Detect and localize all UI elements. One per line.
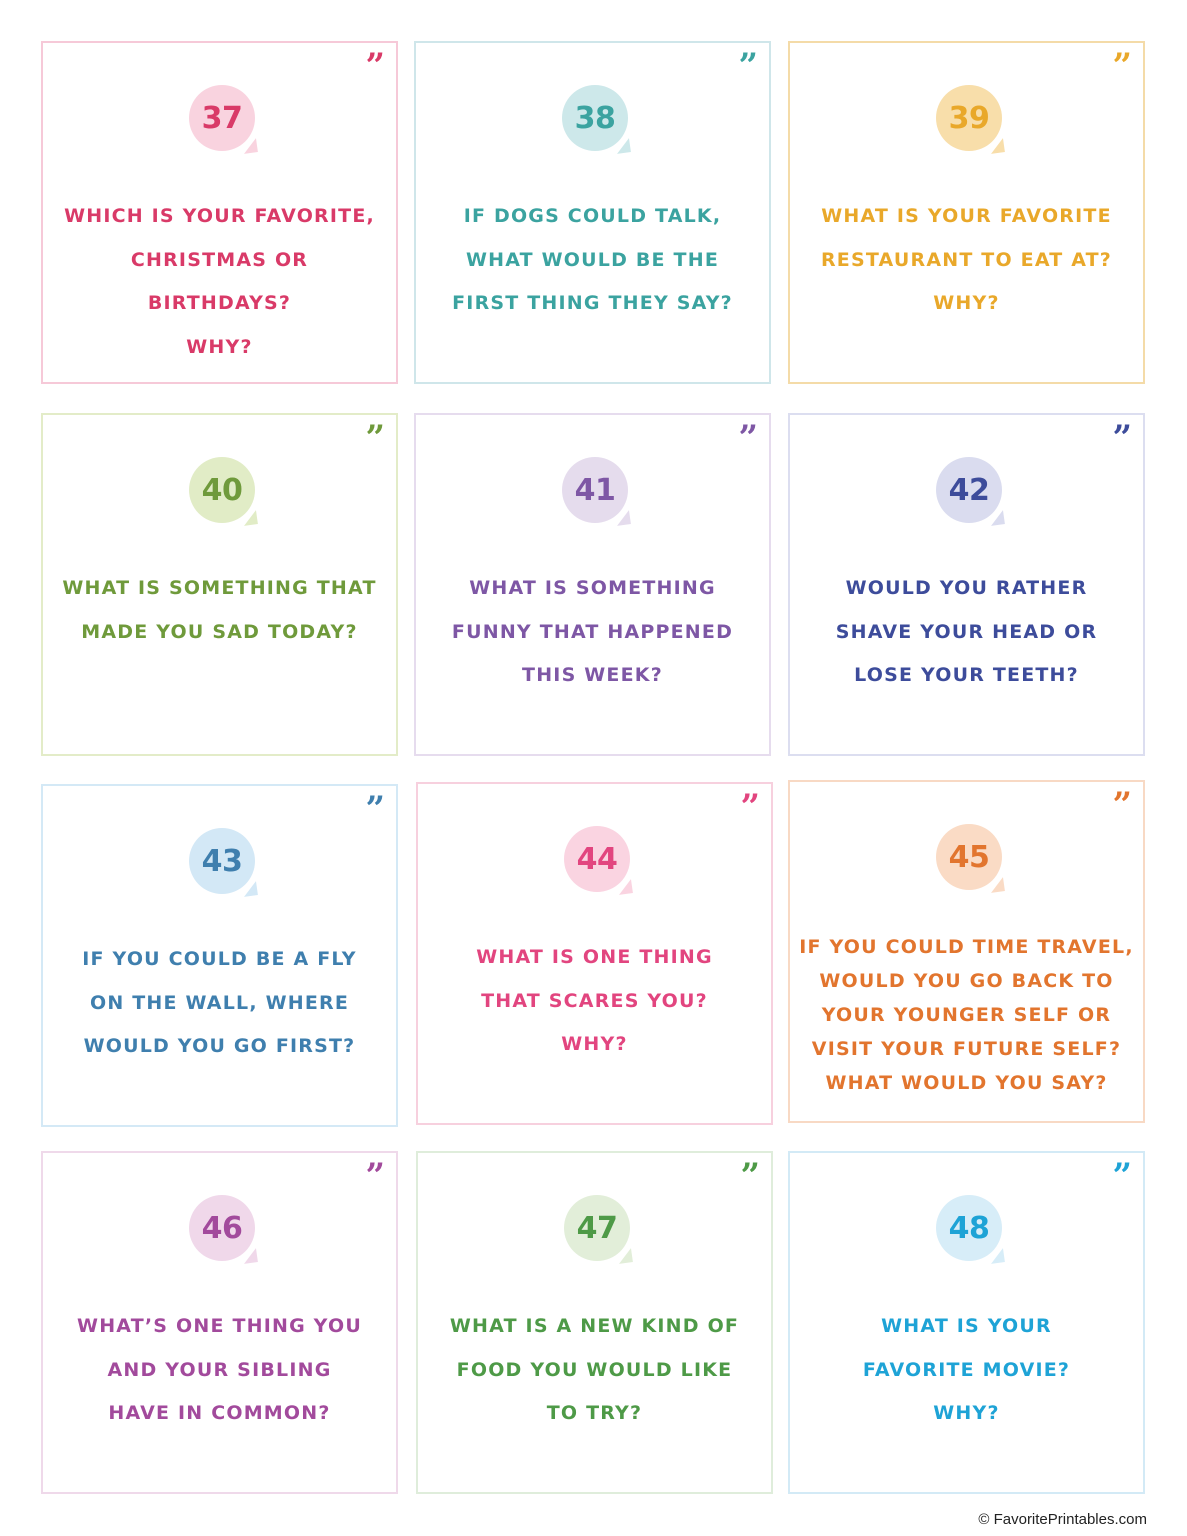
question-card-48 [788, 1151, 1145, 1494]
question-text [43, 1305, 396, 1436]
quote-mark-icon: ” [365, 46, 382, 86]
card-number: 43 [201, 843, 243, 879]
question-card-46 [41, 1151, 398, 1494]
question-line: ON THE WALL, WHERE [89, 991, 350, 1014]
question-line: IF YOU COULD TIME TRAVEL, [799, 936, 1134, 958]
question-card-38 [414, 41, 771, 384]
question-card-40 [41, 413, 398, 756]
question-card-45 [788, 780, 1145, 1123]
question-line: WHAT IS YOUR [881, 1315, 1052, 1337]
question-line: WHAT IS ONE THING [476, 946, 713, 968]
card-number: 38 [574, 100, 616, 136]
speech-bubble-icon [562, 85, 628, 151]
question-line: WOULD YOU RATHER [845, 577, 1088, 599]
question-line: WHY? [933, 292, 1000, 314]
speech-bubble-icon [564, 1195, 630, 1261]
question-line: CHRISTMAS OR [130, 248, 309, 271]
card-number: 42 [948, 472, 990, 508]
question-line: SHAVE YOUR HEAD OR [835, 620, 1098, 643]
question-line: FIRST THING THEY SAY? [452, 292, 733, 314]
speech-bubble-icon [564, 826, 630, 892]
quote-mark-icon: ” [365, 418, 382, 458]
question-card-43 [41, 784, 398, 1127]
quote-mark-icon: ” [1112, 1156, 1129, 1196]
question-line: WHAT IS SOMETHING THAT [62, 577, 377, 599]
question-line: WHY? [561, 1033, 628, 1055]
speech-bubble-icon [189, 85, 255, 151]
question-text [416, 195, 769, 326]
question-text [43, 195, 396, 369]
quote-mark-icon: ” [1112, 418, 1129, 458]
question-text [790, 930, 1143, 1100]
card-number: 39 [948, 100, 990, 136]
card-number: 45 [948, 839, 990, 875]
question-line: WHAT’S ONE THING YOU [77, 1315, 362, 1337]
question-line: AND YOUR SIBLING [107, 1358, 332, 1381]
card-number: 44 [576, 841, 618, 877]
question-line: WHAT IS SOMETHING [469, 577, 716, 599]
quote-mark-icon: ” [365, 789, 382, 829]
question-card-42 [788, 413, 1145, 756]
question-line: THAT SCARES YOU? [481, 989, 708, 1012]
question-line: WHAT WOULD BE THE [465, 248, 719, 271]
question-text [43, 567, 396, 654]
question-card-41 [414, 413, 771, 756]
speech-bubble-icon [936, 457, 1002, 523]
question-line: RESTAURANT TO EAT AT? [820, 248, 1113, 271]
card-number: 40 [201, 472, 243, 508]
question-text [790, 1305, 1143, 1436]
question-line: THIS WEEK? [522, 664, 663, 686]
question-text [416, 567, 769, 698]
card-number: 47 [576, 1210, 618, 1246]
speech-bubble-icon [936, 85, 1002, 151]
question-line: WHY? [186, 335, 253, 358]
card-number: 48 [948, 1210, 990, 1246]
quote-mark-icon: ” [1112, 785, 1129, 825]
question-card-39 [788, 41, 1145, 384]
speech-bubble-icon [189, 457, 255, 523]
question-line: IF YOU COULD BE A FLY [82, 948, 357, 970]
question-line: WHY? [933, 1402, 1000, 1424]
quote-mark-icon: ” [738, 418, 755, 458]
speech-bubble-icon [562, 457, 628, 523]
question-line: HAVE IN COMMON? [108, 1402, 331, 1424]
quote-mark-icon: ” [1112, 46, 1129, 86]
question-line: MADE YOU SAD TODAY? [81, 620, 358, 643]
question-text [418, 936, 771, 1067]
question-text [43, 938, 396, 1069]
question-line: LOSE YOUR TEETH? [854, 664, 1079, 686]
speech-bubble-icon [189, 1195, 255, 1261]
copyright-footer: © FavoritePrintables.com [978, 1511, 1147, 1528]
speech-bubble-icon [936, 824, 1002, 890]
question-line: WHICH IS YOUR FAVORITE, [64, 205, 375, 227]
question-line: FAVORITE MOVIE? [862, 1358, 1071, 1381]
card-number: 46 [201, 1210, 243, 1246]
question-line: WHAT IS YOUR FAVORITE [821, 205, 1112, 227]
speech-bubble-icon [189, 828, 255, 894]
question-line: IF DOGS COULD TALK, [463, 205, 722, 227]
question-card-37 [41, 41, 398, 384]
question-line: WOULD YOU GO BACK TO [819, 970, 1114, 992]
quote-mark-icon: ” [738, 46, 755, 86]
question-line: TO TRY? [546, 1402, 643, 1424]
question-text [418, 1305, 771, 1436]
quote-mark-icon: ” [740, 787, 757, 827]
speech-bubble-icon [936, 1195, 1002, 1261]
question-line: YOUR YOUNGER SELF OR [821, 1004, 1112, 1026]
question-line: WHAT IS A NEW KIND OF [449, 1315, 740, 1337]
question-card-44 [416, 782, 773, 1125]
question-line: WOULD YOU GO FIRST? [83, 1035, 356, 1057]
question-text [790, 195, 1143, 326]
card-number: 37 [201, 100, 243, 136]
question-line: VISIT YOUR FUTURE SELF? [811, 1038, 1122, 1060]
question-line: FOOD YOU WOULD LIKE [456, 1358, 733, 1381]
question-card-47 [416, 1151, 773, 1494]
question-line: WHAT WOULD YOU SAY? [825, 1072, 1108, 1094]
card-number: 41 [574, 472, 616, 508]
question-line: BIRTHDAYS? [147, 292, 292, 314]
question-text [790, 567, 1143, 698]
question-line: FUNNY THAT HAPPENED [451, 620, 734, 643]
quote-mark-icon: ” [740, 1156, 757, 1196]
quote-mark-icon: ” [365, 1156, 382, 1196]
